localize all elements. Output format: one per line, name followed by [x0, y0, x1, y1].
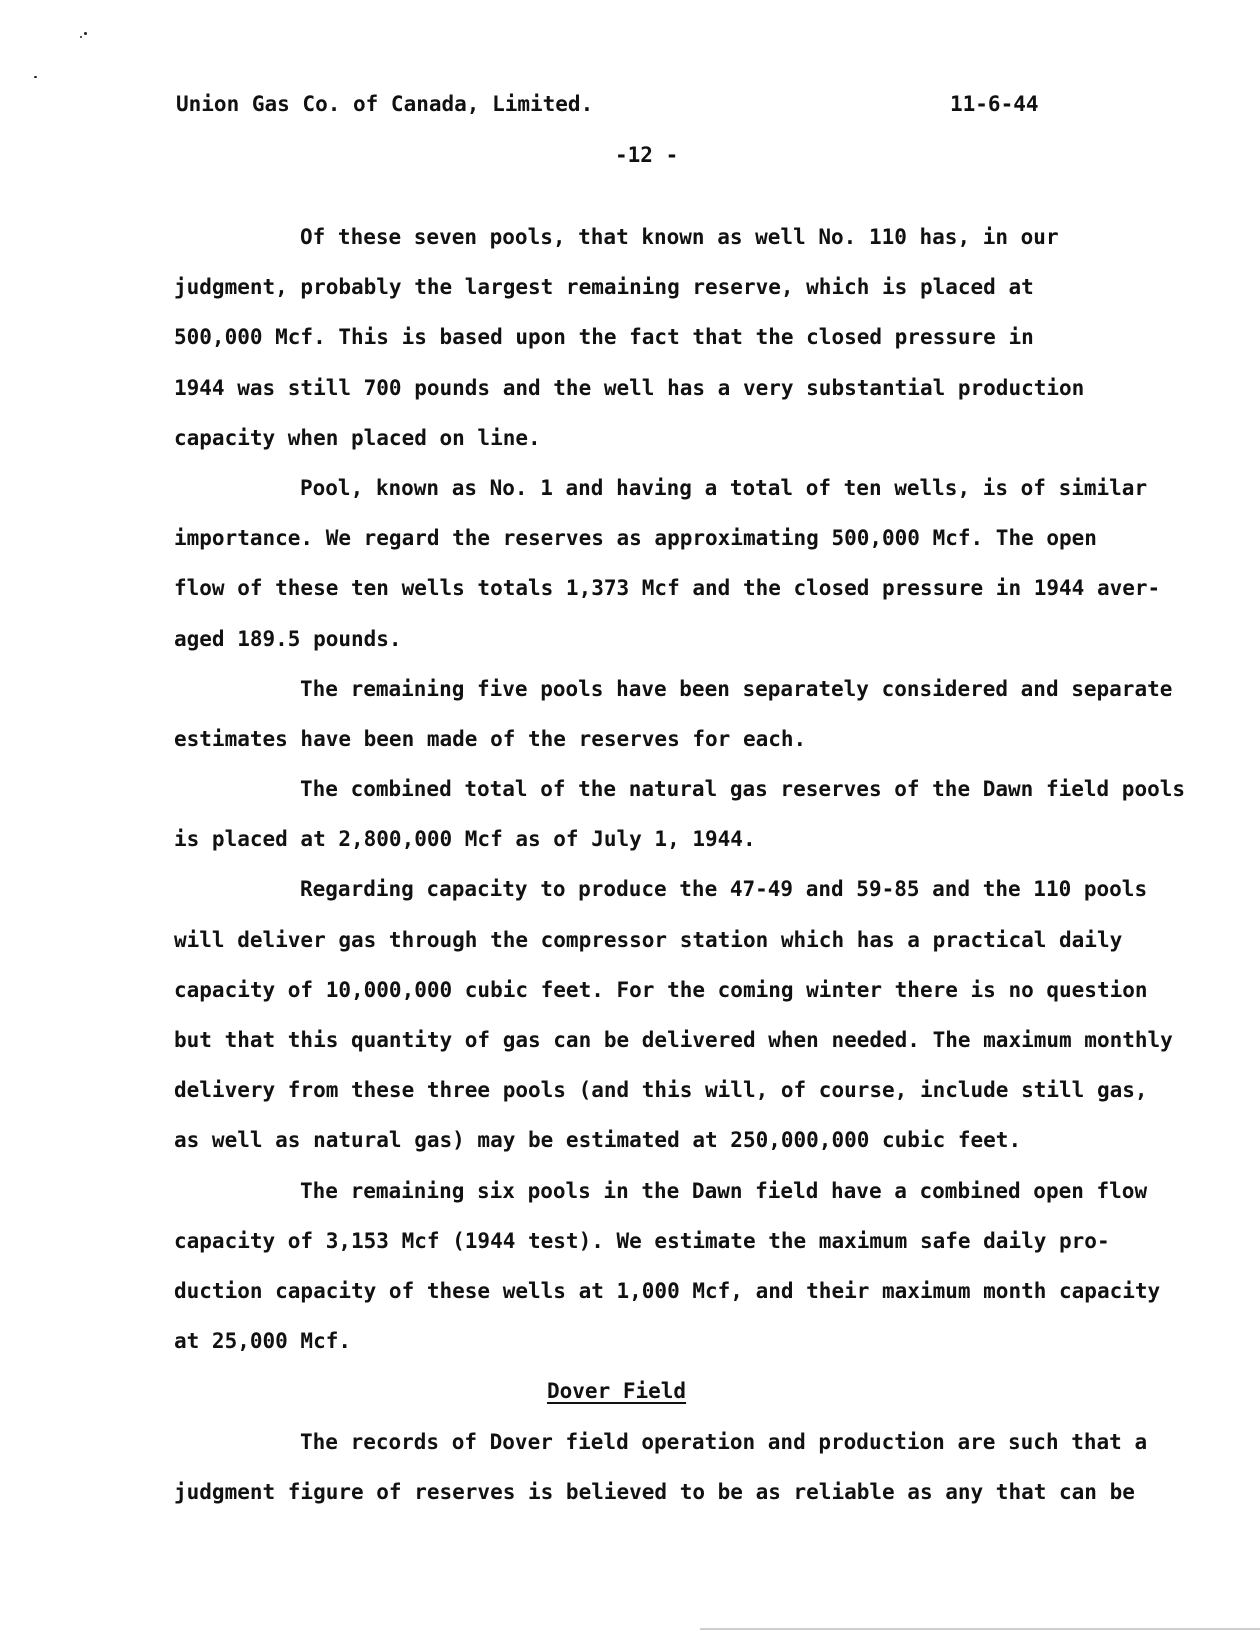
text-line: 1944 was still 700 pounds and the well has a very substantial production	[174, 375, 1085, 400]
text-line: The remaining six pools in the Dawn field have a combined open flow	[300, 1178, 1148, 1203]
text-line: delivery from these three pools (and this will, of course, include still gas,	[174, 1078, 1148, 1103]
text-line: but that this quantity of gas can be delivered when needed. The maximum monthly	[174, 1028, 1173, 1052]
text-line: estimates have been made of the reserves for each.	[174, 726, 807, 751]
page-number: -12 -	[615, 143, 679, 167]
text-line: is placed at 2,800,000 Mcf as of July 1, 1944.	[174, 827, 756, 852]
text-line: The remaining five pools have been separately considered and separate	[300, 676, 1173, 701]
text-line: The combined total of the natural gas reserves of the Dawn field pools	[300, 777, 1186, 802]
text-line: 500,000 Mcf. This is based upon the fact that the closed pressure in	[174, 325, 1034, 350]
text-line: importance. We regard the reserves as approximating 500,000 Mcf. The open	[174, 526, 1097, 551]
text-line: judgment figure of reserves is believed to be as reliable as any that can be	[174, 1479, 1135, 1504]
text-line: will deliver gas through the compressor station which has a practical daily	[174, 927, 1123, 952]
text-line: duction capacity of these wells at 1,000 Mcf, and their maximum month capacity	[174, 1278, 1161, 1303]
text-line: Pool, known as No. 1 and having a total of ten wells, is of similar	[300, 475, 1148, 500]
text-line: Of these seven pools, that known as well No. 110 has, in our	[300, 225, 1059, 249]
text-line: aged 189.5 pounds.	[174, 626, 402, 651]
text-line: The records of Dover field operation and production are such that a	[300, 1429, 1148, 1454]
body-text	[174, 212, 1184, 1517]
text-line: judgment, probably the largest remaining reserve, which is placed at	[174, 275, 1034, 300]
text-line: capacity when placed on line.	[174, 425, 541, 450]
document-date: 11-6-44	[950, 92, 1039, 116]
scan-speck	[34, 76, 37, 78]
text-line: capacity of 10,000,000 cubic feet. For the coming winter there is no question	[174, 977, 1148, 1002]
text-line: capacity of 3,153 Mcf (1944 test). We estimate the maximum safe daily pro-	[174, 1228, 1110, 1253]
scan-speck	[84, 32, 87, 35]
scan-edge-line	[700, 1628, 1260, 1630]
company-name: Union Gas Co. of Canada, Limited.	[176, 92, 594, 116]
text-line: at 25,000 Mcf.	[174, 1329, 352, 1354]
scan-speck	[80, 36, 82, 38]
section-heading-text: Dover Field	[547, 1379, 687, 1404]
text-line: Regarding capacity to produce the 47-49 and 59-85 and the 110 pools	[300, 877, 1148, 902]
text-line: flow of these ten wells totals 1,373 Mcf and the closed pressure in 1944 aver-	[174, 576, 1161, 601]
text-line: as well as natural gas) may be estimated at 250,000,000 cubic feet.	[174, 1128, 1022, 1153]
section-heading	[174, 1366, 1184, 1416]
